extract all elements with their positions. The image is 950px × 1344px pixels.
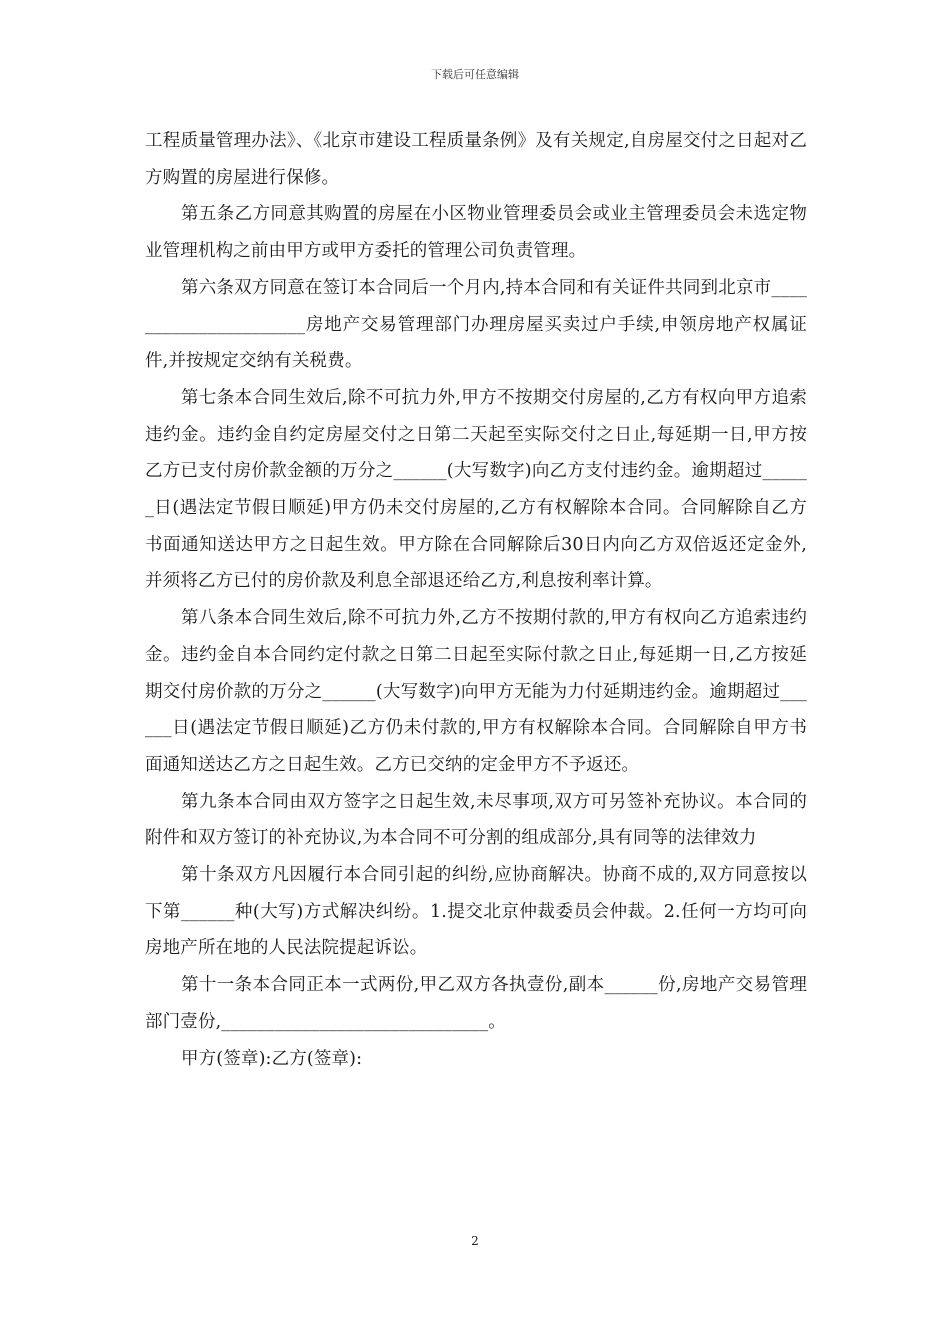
paragraph-article-5: 第五条乙方同意其购置的房屋在小区物业管理委员会或业主管理委员会未选定物业管理机构之前由甲方或甲方委托的管理公司负责管理。 bbox=[145, 204, 807, 262]
signature-line: 甲方(签章):乙方(签章): bbox=[181, 1048, 363, 1069]
page-header-note: 下载后可任意编辑 bbox=[431, 68, 519, 81]
paragraph-continuation: 工程质量管理办法》、《北京市建设工程质量条例》及有关规定,自房屋交付之日起对乙方购置的房屋进行保修。 bbox=[145, 131, 807, 188]
paragraph-article-8: 第八条本合同生效后,除不可抗力外,乙方不按期付款的,甲方有权向乙方追索违约金。违约金自本合同约定付款之日第二日起至实际付款之日止,每延期一日,乙方按延期交付房价款的万分之______(大写数字)向甲方无能为力付延期违约金。逾期超过______日(遇法定节假日顺延)乙方仍未付款的,甲方有权解除本合同。合同解除自甲方书面通知送达乙方之日起生效。乙方已交纳的定金甲方不予返还。 bbox=[145, 608, 807, 775]
paragraph-article-7: 第七条本合同生效后,除不可抗力外,甲方不按期交付房屋的,乙方有权向甲方追索违约金。违约金自约定房屋交付之日第二天起至实际交付之日止,每延期一日,甲方按乙方已支付房价款金额的万分之______(大写数字)向乙方支付违约金。逾期超过______日(遇法定节假日顺延)甲方仍未交付房屋的,乙方有权解除本合同。合同解除自乙方书面通知送达甲方之日起生效。甲方除在合同解除后30日内向乙方双倍返还定金外,并须将乙方已付的房价款及利息全部退还给乙方,利息按利率计算。 bbox=[145, 387, 807, 592]
paragraph-article-11: 第十一条本合同正本一式两份,甲乙双方各执壹份,副本______份,房地产交易管理部门壹份,______________________________。 bbox=[145, 975, 807, 1032]
page-number: 2 bbox=[471, 1234, 479, 1248]
paragraph-article-9: 第九条本合同由双方签字之日起生效,未尽事项,双方可另签补充协议。本合同的附件和双方签订的补充协议,为本合同不可分割的组成部分,具有同等的法律效力 bbox=[145, 791, 807, 849]
paragraph-article-6: 第六条双方同意在签订本合同后一个月内,持本合同和有关证件共同到北京市______________________房地产交易管理部门办理房屋买卖过户手续,申领房地产权属证件,并按规定交纳有关税费。 bbox=[145, 277, 807, 372]
paragraph-article-10: 第十条双方凡因履行本合同引起的纠纷,应协商解决。协商不成的,双方同意按以下第______种(大写)方式解决纠纷。1.提交北京仲裁委员会仲裁。2.任何一方均可向房地产所在地的人民法院提起诉讼。 bbox=[145, 865, 807, 959]
document-body bbox=[145, 123, 807, 1077]
